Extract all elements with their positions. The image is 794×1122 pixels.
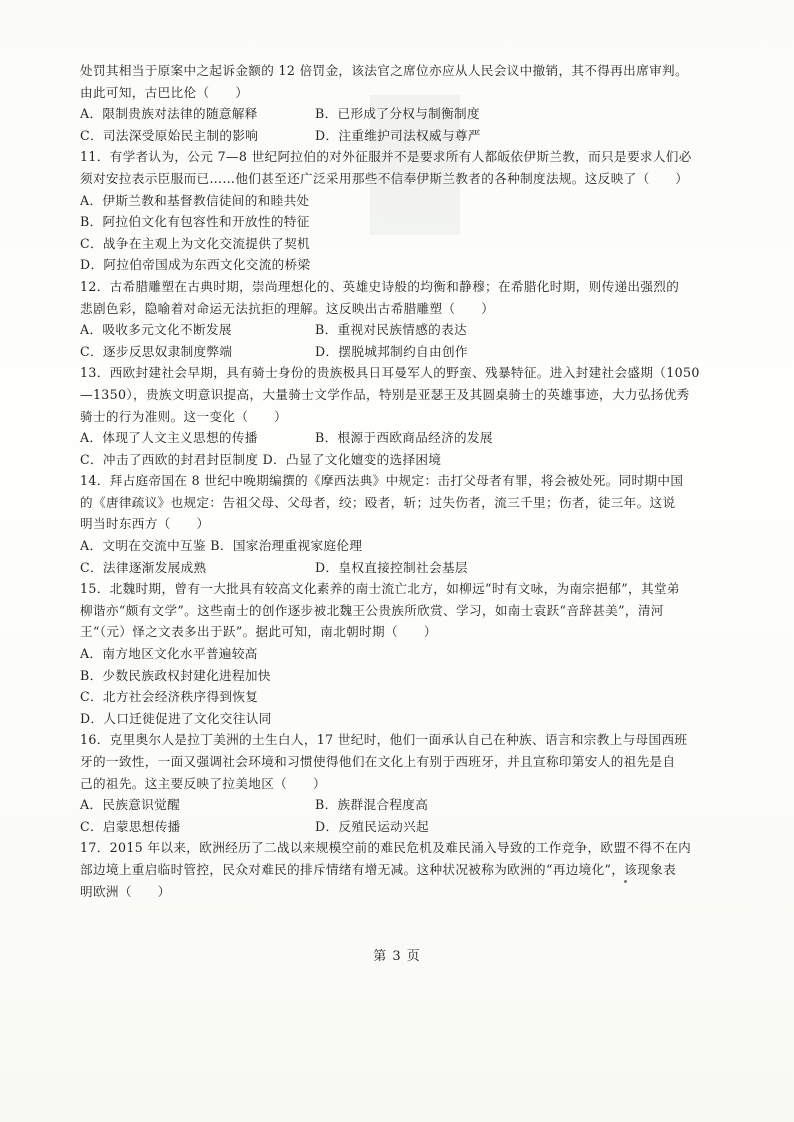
q13-options-row-1: [80, 427, 710, 449]
q11-option-b: B．阿拉伯文化有包容性和开放性的特征: [80, 214, 310, 230]
q16-option-d: D．反殖民运动兴起: [315, 818, 429, 834]
q16-line-2: 牙的一致性，一面又强调社会环境和习惯使得他们在文化上有别于西班牙，并且宣称印第安人的祖先是自: [80, 754, 676, 769]
q14-option-a-b: A．文明在交流中互鉴 B．国家治理重视家庭伦理: [80, 538, 363, 554]
q10-option-c: C．司法深受原始民主制的影响: [80, 127, 259, 143]
page-number: 第 3 页: [373, 949, 421, 964]
q12-options-row-1: [80, 319, 710, 341]
q16-options-row-2: [80, 816, 710, 838]
q11-line-2: 须对安拉表示臣服而已……他们甚至还广泛采用那些不信奉伊斯兰教者的各种制度法规。这反映了（ ）: [80, 170, 689, 186]
q10-line-2: 由此可知，古巴比伦（ ）: [80, 84, 249, 100]
q12-option-c: C．逐步反思奴隶制度弊端: [80, 343, 233, 359]
q10-line-1: 处罚其相当于原案中之起诉金额的 12 倍罚金，该法官之席位亦应从人民会议中撤销，其不得再出席审判。: [80, 63, 688, 78]
page-content: [80, 60, 710, 902]
question-12: [80, 276, 710, 362]
q16-option-c: C．启蒙思想传播: [80, 818, 181, 834]
q13-option-c-d: C．冲击了西欧的封君封臣制度 D．凸显了文化嬗变的选择困境: [80, 451, 442, 467]
q12-option-d: D．摆脱城邦制约自由创作: [315, 343, 468, 359]
q15-option-d: D．人口迁徙促进了文化交往认同: [80, 710, 272, 726]
q12-options-row-2: [80, 341, 710, 363]
q14-line-1: 14．拜占庭帝国在 8 世纪中晚期编撰的《摩西法典》中规定：击打父母者有罪，将会被处死。同时期中国: [80, 473, 684, 489]
q15-option-a: A．南方地区文化水平普遍较高: [80, 646, 258, 662]
q13-line-1: 13．西欧封建社会早期，具有骑士身份的贵族极具日耳曼军人的野蛮、残暴特征。进入封建社会盛期（1050: [80, 365, 700, 381]
question-17: [80, 837, 710, 902]
q14-options-row-2: [80, 557, 710, 579]
scan-speck: [624, 880, 627, 883]
q10-option-a: A．限制贵族对法律的随意解释: [80, 106, 258, 122]
q10-option-b: B．已形成了分权与制衡制度: [315, 106, 480, 122]
question-11: [80, 146, 710, 276]
question-16: [80, 729, 710, 837]
q10-options-row-1: [80, 103, 710, 125]
q16-line-1: 16．克里奥尔人是拉丁美洲的土生白人，17 世纪时，他们一面承认自己在种族、语言和宗教上与母国西班: [80, 732, 688, 748]
question-14: [80, 470, 710, 578]
q17-line-3: 明欧洲（ ）: [80, 883, 171, 899]
q12-line-1: 12．古希腊雕塑在古典时期，崇尚理想化的、英雄史诗般的均衡和静穆；在希腊化时期，则传递出强烈的: [80, 278, 680, 294]
q10-options-row-2: [80, 125, 710, 147]
q14-option-d: D．皇权直接控制社会基层: [315, 559, 468, 575]
q11-line-1: 11．有学者认为，公元 7—8 世纪阿拉伯的对外征服并不是要求所有人都皈依伊斯兰教，而只是要求人们必: [80, 149, 692, 165]
q12-option-b: B．重视对民族情感的表达: [315, 322, 467, 338]
q15-option-b: B．少数民族政权封建化进程加快: [80, 667, 271, 683]
q16-option-a: A．民族意识觉醒: [80, 797, 181, 813]
q15-line-3: 王“（元）怿之文表多出于跃”。据此可知，南北朝时期（ ）: [80, 624, 437, 640]
question-13: [80, 362, 710, 470]
q11-option-c: C．战争在主观上为文化交流提供了契机: [80, 235, 311, 251]
q13-line-3: 骑士的行为准则。这一变化（ ）: [80, 408, 288, 424]
q10-option-d: D．注重维护司法权威与尊严: [315, 127, 481, 143]
q12-option-a: A．吸收多元文化不断发展: [80, 322, 232, 338]
q14-line-2: 的《唐律疏议》也规定：告祖父母、父母者，绞；殴者，斩；过失伤者，流三千里；伤者，徒三年。这说: [80, 494, 676, 510]
q12-line-2: 悲剧色彩，隐喻着对命运无法抗拒的理解。这反映出古希腊雕塑（ ）: [80, 300, 495, 316]
q14-line-3: 明当时东西方（ ）: [80, 516, 210, 532]
q15-option-c: C．北方社会经济秩序得到恢复: [80, 689, 259, 705]
q16-option-b: B．族群混合程度高: [315, 797, 429, 813]
q13-line-2: —1350），贵族文明意识提高，大量骑士文学作品，特别是亚瑟王及其圆桌骑士的英雄事迹，大力弘扬优秀: [80, 386, 690, 402]
q14-option-c: C．法律逐渐发展成熟: [80, 559, 207, 575]
q16-options-row-1: [80, 794, 710, 816]
q15-line-2: 柳谐亦“颇有文学”。这些南士的创作逐步被北魏王公贵族所欣赏、学习，如南士袁跃“音辞甚美”，清河: [80, 602, 664, 618]
q11-option-d: D．阿拉伯帝国成为东西文化交流的桥梁: [80, 257, 311, 273]
q13-option-a: A．体现了人文主义思想的传播: [80, 430, 258, 446]
q17-line-2: 部边境上重启临时管控，民众对难民的排斥情绪有增无减。这种状况被称为欧洲的“再边境化”，该现象表: [80, 861, 677, 877]
q11-option-a: A．伊斯兰教和基督教信徒间的和睦共处: [80, 192, 310, 208]
q13-option-b: B．根源于西欧商品经济的发展: [315, 430, 493, 446]
question-10: [80, 60, 710, 146]
q17-line-1: 17．2015 年以来，欧洲经历了二战以来规模空前的难民危机及难民涌入导致的工作竞争，欧盟不得不在内: [80, 840, 692, 856]
question-15: [80, 578, 710, 729]
q16-line-3: 己的祖先。这主要反映了拉美地区（ ）: [80, 775, 326, 791]
q15-line-1: 15．北魏时期，曾有一大批具有较高文化素养的南士流亡北方，如柳远“时有文咏，为南宗挹郁”，其堂弟: [80, 581, 680, 597]
